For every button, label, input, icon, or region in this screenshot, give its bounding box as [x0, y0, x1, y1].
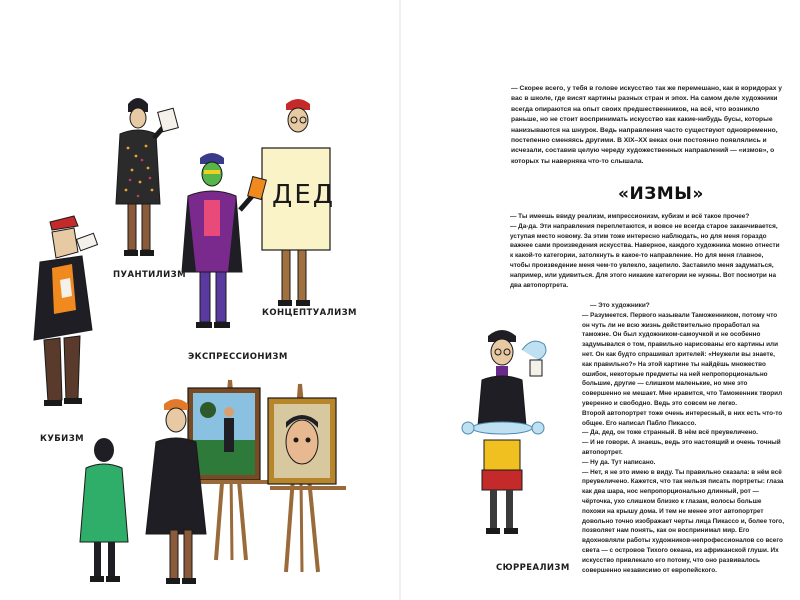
dialog-line: — Да-да. Эти направления переплетаются, и вовсе не всегда старое заканчивается, уступая место новому. За этим тоже интересно наблюдать, но для меня гораздо важнее сами произведения искусства. Наверное, каждого художника можно отнести к какой-то категории, затолкнуть в какое-то направление. Но для меня главное, чтобы произведение меня чем-то увлекло, зацепило. Заставило меня задуматься, например, или удивиться. Для этого никакие категории не нужны. Вот посмотри на два автопортрета.	[510, 222, 780, 289]
dialog-line: — Ну да. Тут написано.	[582, 458, 656, 466]
dialog-line: — Разумеется. Первого называли Таможенником, потому что он чуть ли не всю жизнь действительно проработал на таможне. Он был художником-самоучкой и не особенно задумывался о том, правильно нарисованы его картины или нет. Он как будто спрашивал зрителей: «Неужели вы знаете, как правильно?» На этой картине ты найдёшь множество ошибок, некоторые предметы на ней непропорционально большие, другие — слишком маленькие, но мне это совершенно не мешает. Мне нравится, что Таможенник творил уверенно и свободно. Ведь это совсем не легко.	[582, 311, 783, 407]
sign-text: ДЕД	[272, 180, 336, 210]
dialog-line: — Ты имеешь ввиду реализм, импрессионизм, кубизм и всё такое прочее?	[510, 213, 750, 220]
girl-figure	[80, 438, 128, 582]
section-heading: «ИЗМЫ»	[618, 184, 704, 204]
intro-paragraph: — Скорее всего, у тебя в голове искусство так же перемешано, как в коридорах у вас в школе, где висят картины разных стран и эпох. На самом деле художники всегда опираются на опыт своих предшественников, на всё, что возникло раньше, но не стоит воспринимать искусство как какие-нибудь бусы, которые нанизываются на шнурок. Ведь направления часто существуют одновременно, постепенно сменяясь другими. В XIX–XX веках они постоянно появлялись и исчезали, составив целую череду художественных направлений — «измов», о которых ты наверняка что-то слышала.	[511, 85, 783, 165]
expressionism-figure	[182, 153, 266, 328]
dialog-line: Второй автопортрет тоже очень интересный, в них есть что-то общее. Его написал Пабло Пикассо.	[582, 409, 783, 427]
dialog-line: — И не говори. А знаешь, ведь это настоящий и очень точный автопортрет.	[582, 439, 781, 456]
dialog-narrow	[582, 301, 784, 575]
dialog-line: — Да, дед, он тоже странный. В нём всё преувеличено.	[582, 429, 758, 437]
dialog-line: — Это художники?	[590, 302, 650, 309]
cubism-figure	[34, 216, 98, 406]
pointillism-figure	[116, 98, 178, 256]
caption-surrealism: СЮРРЕАЛИЗМ	[496, 563, 570, 573]
dialog-line: — Нет, я не это имею в виду. Ты правильно сказала: в нём всё преувеличено. Кажется, что так нельзя писать портреты: глаза как два шара, нос непропорционально длинный, рот — чёрточка, ухо слишком близко к глазам, волосы больше похожи на крышу дома. И тем не менее этот автопортрет довольно точно изображает черты лица Пикассо и, более того, позволяет нам понять, как он воспринимал мир. Его вдохновляли работы художников-непрофессионалов со всего света — с островов Тихого океана, из африканской глуши. Их искусство привлекало его потому, что оно развивалось совершенно независимо от европейского.	[582, 468, 784, 574]
caption-expressionism: ЭКСПРЕССИОНИЗМ	[188, 352, 288, 362]
dialog-top	[510, 212, 782, 290]
right-page-text	[400, 0, 800, 600]
surrealism-figure	[460, 320, 580, 570]
caption-pointillism: ПУАНТИЛИЗМ	[113, 270, 186, 280]
caption-conceptualism: КОНЦЕПТУАЛИЗМ	[262, 308, 357, 318]
easel-right	[268, 384, 346, 572]
caption-cubism: КУБИЗМ	[40, 434, 84, 444]
